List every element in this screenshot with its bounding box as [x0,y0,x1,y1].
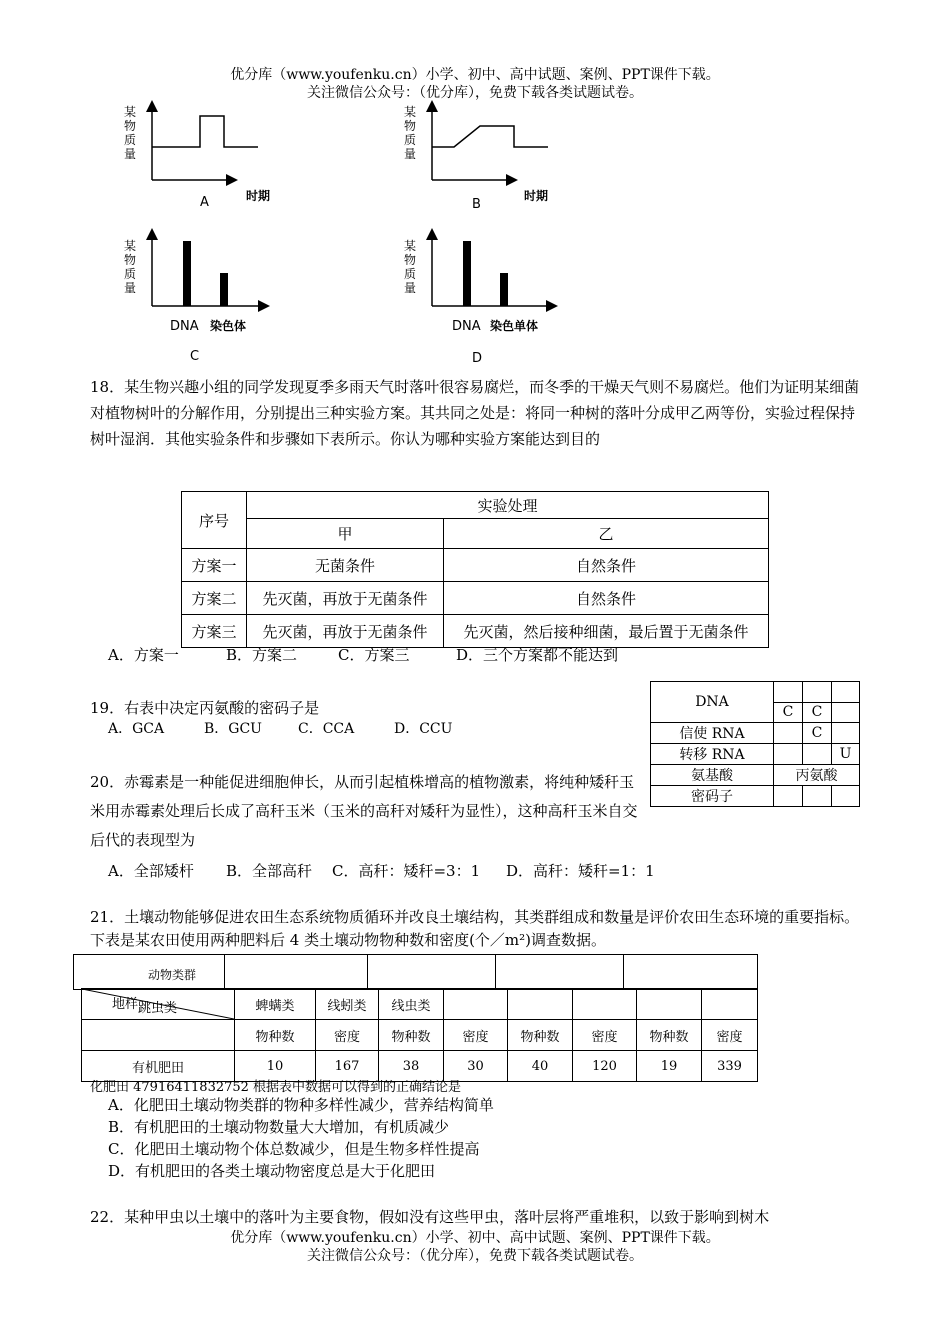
graph-b-xlabel: 时期 [524,189,549,203]
q19-cell [832,682,860,703]
graph-c [124,234,264,364]
q21-sub-1: 物种数 [235,1020,316,1051]
q21-group-1: 蜱螨类 [235,989,316,1020]
graph-b [404,105,548,212]
q21-top-cell [368,955,496,990]
q21-val-5: 40 [508,1051,573,1082]
q21-group-2: 线蚓类 [316,989,379,1020]
q21-option-a: A．化肥田土壤动物类群的物种多样性减少，营养结构简单 [108,1096,494,1114]
graph-d-xlabel-chromatid: 染色单体 [490,319,539,333]
graph-a-curve [152,116,258,147]
q18-row2-name: 方案二 [182,582,247,615]
q21-table [81,988,758,1082]
q18-row3-name: 方案三 [182,615,247,648]
q18-table [181,491,769,648]
q18-row3-b: 先灭菌，然后接种细菌，最后置于无菌条件 [444,615,769,648]
q21-cell [702,989,758,1020]
q18-option-b: B．方案二 [226,646,298,664]
graph-c-ylabel-1: 某 [124,239,137,253]
q21-top-cell [225,955,368,990]
graph-a-label: A [200,195,209,210]
q21-cell [508,989,573,1020]
q21-diag-cell [82,989,235,1020]
table-row [182,615,769,648]
graph-b-ylabel-4: 量 [404,147,417,161]
graph-c-bar-dna [183,241,191,306]
q18-header-b: 乙 [444,519,769,549]
q19-table [650,681,860,807]
graph-c-ylabel-2: 物 [124,253,137,267]
q20-option-c: C．高秆：矮秆=3：1 [332,862,481,880]
q19-trna-u: U [832,744,860,765]
question-22-stem: 22．某种甲虫以土壤中的落叶为主要食物，假如没有这些甲虫，落叶层将严重堆积，以致于影响到树木 [90,1208,770,1226]
q19-dna-label: DNA [651,682,774,723]
q19-cell [774,786,803,807]
graph-c-xlabel-chromosome: 染色体 [210,319,247,333]
q19-dna-c2: C [803,702,832,723]
q18-row2-a: 先灭菌，再放于无菌条件 [247,582,444,615]
q18-row1-name: 方案一 [182,549,247,582]
q21-val-8: 339 [702,1051,758,1082]
q21-val-6: 120 [573,1051,637,1082]
graph-b-ylabel-2: 物 [404,119,417,133]
question-21-stem: 21．土壤动物能够促进农田生态系统物质循环并改良土壤结构，其类群组成和数量是评价农田生态环境的重要指标。下表是某农田使用两种肥料后 4 类土壤动物物种数和密度(个／m²)调查数据。 [90,908,860,949]
q21-diag-top: 动物类群 [148,968,197,982]
q21-cell [82,1020,235,1051]
q19-option-d: D．CCU [394,721,453,737]
graph-c-xlabel-dna: DNA [170,319,199,334]
q19-cell [774,744,803,765]
q19-codon-label: 密码子 [651,786,774,807]
q18-header-seq: 序号 [182,492,247,549]
graph-d-ylabel-3: 质 [404,267,417,281]
q19-trna-label: 转移 RNA [651,744,774,765]
graph-a-ylabel-4: 量 [124,147,137,161]
graph-d-bar-chromatid [500,273,508,306]
q20-option-a: A．全部矮杆 [108,862,194,880]
q18-option-c: C．方案三 [338,646,410,664]
header-line-1: 优分库（www.youfenku.cn）小学、初中、高中试题、案例、PPT课件下载。 [230,67,720,83]
graph-a-ylabel-2: 物 [124,119,137,133]
graph-a-ylabel-3: 质 [124,133,137,147]
q21-row-label: 有机肥田 [82,1051,235,1082]
graph-d-xlabel-dna: DNA [452,319,481,334]
graph-d-ylabel-1: 某 [404,239,417,253]
q21-val-1: 10 [235,1051,316,1082]
q21-option-d: D．有机肥田的各类土壤动物密度总是大于化肥田 [108,1162,436,1180]
q21-sub-4: 密度 [444,1020,508,1051]
q19-option-a: A．GCA [108,721,165,737]
footer-line-2: 关注微信公众号：（优分库），免费下载各类试题试卷。 [307,1248,643,1264]
q19-cell [803,682,832,703]
graph-a-ylabel-1: 某 [124,105,137,119]
q19-cell [832,786,860,807]
q21-diag-bottom1: 地样 [112,997,139,1012]
graph-a [124,105,270,210]
graph-b-curve [432,126,548,147]
q21-val-4: 30 [444,1051,508,1082]
q21-cell [637,989,702,1020]
graph-c-label: C [190,349,200,364]
q19-aa-label: 氨基酸 [651,765,774,786]
q21-sub-3: 物种数 [379,1020,444,1051]
graph-d [404,234,552,366]
q21-sub-5: 物种数 [508,1020,573,1051]
graph-b-ylabel-3: 质 [404,133,417,147]
q21-val-3: 38 [379,1051,444,1082]
q21-top-cell [624,955,758,990]
q19-aa-value: 丙氨酸 [774,765,860,786]
table-row [182,582,769,615]
q18-row1-a: 无菌条件 [247,549,444,582]
graph-a-xlabel: 时期 [246,189,271,203]
q18-header-treatment: 实验处理 [247,492,769,519]
graph-figures [110,100,590,370]
graph-b-label: B [472,197,481,212]
question-18-stem: 18．某生物兴趣小组的同学发现夏季多雨天气时落叶很容易腐烂，而冬季的干燥天气则不易腐烂。他们为证明某细菌对植物树叶的分解作用，分别提出三种实验方案。其共同之处是：将同一种树的落叶分成甲乙两等份，实验过程保持树叶湿润．其他实验条件和步骤如下表所示。你认为哪种实验方案能达到目的 [90,378,860,448]
question-20-stem: 20．赤霉素是一种能促进细胞伸长，从而引起植株增高的植物激素，将纯种矮秆玉米用赤霉素处理后长成了高秆玉米（玉米的高秆对矮秆为显性），这种高秆玉米自交后代的表现型为 [90,773,638,849]
q21-diag-bottom2: 跳虫类 [138,1001,178,1016]
q18-row3-a: 先灭菌，再放于无菌条件 [247,615,444,648]
q21-cell [573,989,637,1020]
q19-cell [774,682,803,703]
q21-after-text: 化肥田 47916411832752 根据表中数据可以得到的正确结论是 [90,1080,462,1095]
q18-option-d: D．三个方案都不能达到 [456,646,619,664]
q21-val-2: 167 [316,1051,379,1082]
graph-d-label: D [472,351,483,366]
graph-d-ylabel-4: 量 [404,281,417,295]
q21-sub-6: 密度 [573,1020,637,1051]
q21-top-cell [496,955,624,990]
q19-cell [803,744,832,765]
q21-val-7: 19 [637,1051,702,1082]
q21-cell [444,989,508,1020]
q19-dna-c1: C [774,702,803,723]
graph-c-ylabel-3: 质 [124,267,137,281]
header-line-2: 关注微信公众号：（优分库），免费下载各类试题试卷。 [307,85,643,101]
q19-cell [832,723,860,744]
graph-d-ylabel-2: 物 [404,253,417,267]
q18-row1-b: 自然条件 [444,549,769,582]
graph-b-ylabel-1: 某 [404,105,417,119]
footer-line-1: 优分库（www.youfenku.cn）小学、初中、高中试题、案例、PPT课件下载。 [230,1230,720,1246]
q19-option-b: B．GCU [204,721,262,737]
q20-option-d: D．高秆：矮秆=1：1 [506,862,655,880]
q20-option-b: B．全部高秆 [226,862,313,880]
q19-mrna-c: C [803,723,832,744]
q18-header-a: 甲 [247,519,444,549]
question-19-stem: 19．右表中决定丙氨酸的密码子是 [90,699,320,717]
q21-sub-7: 物种数 [637,1020,702,1051]
q21-sub-8: 密度 [702,1020,758,1051]
q19-option-c: C．CCA [298,721,355,737]
q19-mrna-label: 信使 RNA [651,723,774,744]
page-footer [0,1229,950,1265]
q21-sub-2: 密度 [316,1020,379,1051]
q18-option-a: A．方案一 [108,646,179,664]
q21-option-b: B．有机肥田的土壤动物数量大大增加，有机质减少 [108,1118,450,1136]
graph-d-bar-dna [463,241,471,306]
q18-row2-b: 自然条件 [444,582,769,615]
q21-group-3: 线虫类 [379,989,444,1020]
graph-c-ylabel-4: 量 [124,281,137,295]
q21-option-c: C．化肥田土壤动物个体总数减少，但是生物多样性提高 [108,1140,480,1158]
q19-cell [803,786,832,807]
q19-cell [774,723,803,744]
page-header [0,66,950,102]
table-row [182,549,769,582]
q19-cell [832,702,860,723]
graph-c-bar-chromosome [220,273,228,306]
